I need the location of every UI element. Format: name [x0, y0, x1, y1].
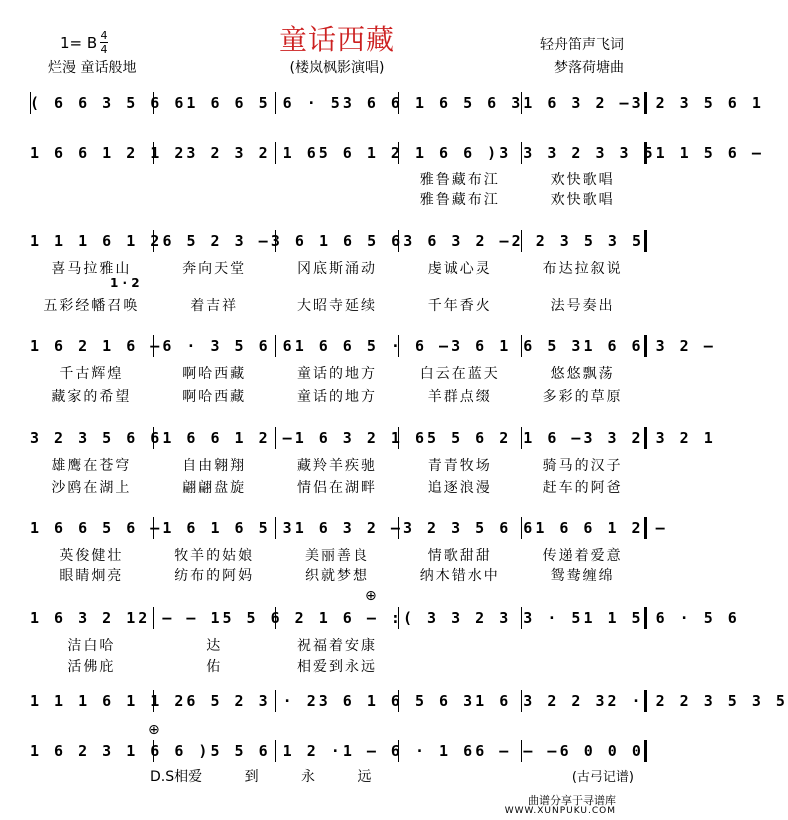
lyrics-verse-2	[30, 189, 644, 209]
measure: 1 6 6 1 2 1 2	[30, 144, 187, 162]
lyrics-verse-1	[30, 363, 644, 383]
measure: 1 6 3 2 1	[30, 609, 139, 627]
measure: 1 1 5 6 –	[655, 144, 764, 162]
time-signature-bottom: 4	[100, 43, 108, 56]
lyric: 冈底斯涌动	[296, 261, 377, 277]
measure: 5 6 1 2 1 6 6 )	[318, 144, 500, 162]
lyric: 自由翱翔	[182, 458, 247, 474]
lyric: 童话的地方	[296, 366, 377, 382]
measure: 6 5 2 3 –	[162, 232, 271, 250]
measure: 1 6 3 2 –	[294, 519, 403, 537]
measure: 1 6 3 2 –	[523, 94, 632, 112]
lyric: 沙鸥在湖上	[51, 480, 132, 496]
measure: 1 6 2 3 1 6 6 )	[30, 742, 211, 760]
lyric: 织就梦想	[304, 568, 369, 584]
song-title: 童话西藏	[278, 23, 395, 56]
lyric: 洁白哈	[67, 638, 116, 654]
measure: ( 3 3 2 3 3 · 5	[402, 609, 584, 627]
measure: 1 1 1 6 1 1 2	[30, 692, 187, 710]
lyric: 情歌甜甜	[427, 548, 492, 564]
lyrics-verse-1	[30, 545, 644, 565]
lyric: 法号奏出	[550, 298, 615, 314]
lyric	[521, 656, 644, 676]
lyric: 翩翩盘旋	[182, 480, 247, 496]
volta-bracket-label: 1 · 2	[110, 276, 140, 290]
lyricist: 轻舟笛声飞词	[540, 37, 624, 53]
lyric: 藏家的希望	[51, 389, 132, 405]
lyric: 纺布的阿妈	[174, 568, 255, 584]
measure: 6 5 2 3 · 2	[186, 692, 319, 710]
measure: 3 6 3 2 –	[403, 232, 512, 250]
notation-row-6	[30, 515, 668, 543]
measure: 1 6 6 1 2 –	[535, 519, 668, 537]
lyric: 羊群点缀	[427, 389, 492, 405]
transcriber-credit: (古弓记谱)	[571, 770, 634, 785]
measure: 3 2 3 2 1 6	[186, 144, 319, 162]
measure: 1 6 6 5 6 · 5	[186, 94, 343, 112]
lyric: 喜马拉雅山	[51, 261, 132, 277]
measure: ( 6 6 3 5 6 6	[30, 94, 187, 112]
measure: 3 6 6 1 6 5 6 3	[342, 94, 524, 112]
notation-row-2	[30, 140, 764, 168]
expression-marking: 烂漫 童话般地	[48, 60, 137, 76]
lyric: 美丽善良	[304, 548, 369, 564]
lyric: 雄鹰在苍穹	[51, 458, 132, 474]
measure: 1 6 3 2 2 3	[475, 692, 608, 710]
lyric: 啊哈西藏	[182, 366, 247, 382]
lyric	[153, 189, 276, 209]
lyric: 赶车的阿爸	[542, 480, 623, 496]
lyrics-verse-1	[30, 169, 644, 189]
measure: 1 – 6 · 1 6	[342, 742, 476, 760]
lyric: 骑马的汉子	[542, 458, 623, 474]
measure: 6 0 0 0	[559, 742, 644, 760]
lyric: 藏羚羊疾驰	[296, 458, 377, 474]
lyric: 悠悠飘荡	[550, 366, 615, 382]
lyric: 牧羊的姑娘	[174, 548, 255, 564]
measure: 1 6 6 5 6 –	[30, 519, 163, 537]
ending-lyrics	[150, 766, 409, 786]
notation-row-9	[30, 738, 644, 766]
measure: 3 6 1 6 5 6 3	[318, 692, 476, 710]
lyric: 大昭寺延续	[296, 298, 377, 314]
measure: 5 5 6 1 2 ·	[210, 742, 343, 760]
measure: 2 – – 1	[138, 609, 223, 627]
measure: 5 5 6 2 1 6 – :	[222, 609, 403, 627]
notation-row-5	[30, 425, 716, 453]
lyrics-verse-1	[30, 635, 644, 655]
lyric: 英俊健壮	[59, 548, 124, 564]
measure: 1 6 2 1 6 –	[30, 337, 163, 355]
lyric: 啊哈西藏	[182, 389, 247, 405]
lyric: 布达拉叙说	[542, 261, 623, 277]
lyric: 远	[357, 769, 372, 785]
notation-row-8	[30, 688, 788, 716]
lyrics-verse-2	[30, 565, 644, 585]
measure: 3 3 3 2 3 3 5	[499, 144, 656, 162]
lyric: 情侣在湖畔	[296, 480, 377, 496]
measure: 2 · 2 2 3 5 3 5	[607, 692, 788, 710]
coda-symbol: ⊕	[365, 588, 377, 604]
notation-row-7	[30, 605, 740, 633]
coda-symbol: ⊕	[148, 722, 160, 738]
measure: 3 6 1 6 5 6	[270, 232, 404, 250]
measure: 3 2 3 5 6 6	[402, 519, 536, 537]
lyric: 传递着爱意	[542, 548, 623, 564]
lyric: 着吉祥	[190, 298, 239, 314]
watermark-url: WWW.XUNPUKU.COM	[504, 806, 616, 816]
key-signature: 1= B	[60, 34, 98, 52]
measure: 3 6 1 6 5 3	[451, 337, 584, 355]
performer: (楼岚枫影演唱)	[289, 60, 385, 76]
lyric: 虔诚心灵	[427, 261, 492, 277]
lyrics-verse-2	[30, 656, 644, 676]
lyric: 多彩的草原	[542, 389, 623, 405]
lyric: 千年香火	[427, 298, 492, 314]
notation-row-4	[30, 333, 716, 361]
measure: 1 1 1 6 1 2	[30, 232, 163, 250]
lyrics-verse-1	[30, 455, 644, 475]
measure: 1 6 6 1 2 –	[162, 429, 295, 447]
lyric	[521, 635, 644, 655]
lyric: 五彩经幡召唤	[43, 298, 140, 314]
lyrics-verse-2	[30, 295, 644, 315]
lyric: 欢快歌唱	[550, 172, 615, 188]
lyric: 永	[301, 769, 316, 785]
notation-row-3	[30, 228, 644, 256]
measure: 1 6 6 5 · 6 –	[294, 337, 452, 355]
lyric: 青青牧场	[427, 458, 492, 474]
measure: 1 1 5 6 · 5 6	[583, 609, 740, 627]
notation-row-1	[30, 90, 764, 118]
measure: 1 6 3 2 1 6	[294, 429, 428, 447]
lyric: 祝福着安康	[296, 638, 377, 654]
lyric	[276, 169, 399, 189]
lyric: 欢快歌唱	[550, 192, 615, 208]
measure: 2 2 3 5 3 5	[511, 232, 644, 250]
lyric: 纳木错水中	[419, 568, 500, 584]
ds-marking: D.S相爱	[150, 769, 203, 785]
lyric: 雅鲁藏布江	[419, 192, 500, 208]
lyric: 鸳鸯缠绵	[550, 568, 615, 584]
lyric: 眼睛炯亮	[59, 568, 124, 584]
lyric: 奔向天堂	[182, 261, 247, 277]
lyrics-verse-1	[30, 258, 644, 278]
lyric: 到	[244, 769, 259, 785]
lyric	[30, 169, 153, 189]
measure: 6 · 3 5 6 6	[162, 337, 295, 355]
lyric: 佑	[206, 659, 223, 675]
composer: 梦落荷塘曲	[554, 60, 624, 76]
lyrics-verse-2	[30, 477, 644, 497]
measure: 6 – – –	[475, 742, 560, 760]
lyric: 童话的地方	[296, 389, 377, 405]
time-signature-top: 4	[100, 29, 108, 42]
lyric	[276, 189, 399, 209]
measure: 3 2 3 5 6 6	[30, 429, 163, 447]
lyric	[30, 189, 153, 209]
measure: 3 3 2 3 2 1	[583, 429, 716, 447]
lyric	[153, 169, 276, 189]
lyric: 千古辉煌	[59, 366, 124, 382]
lyric: 追逐浪漫	[427, 480, 492, 496]
lyric	[398, 635, 521, 655]
measure: 1 6 1 6 5 3	[162, 519, 295, 537]
lyric: 达	[206, 638, 223, 654]
measure: 5 5 6 2 1 6 –	[427, 429, 584, 447]
measure: 1 6 6 3 2 –	[583, 337, 716, 355]
lyrics-verse-2	[30, 386, 644, 406]
lyric: 雅鲁藏布江	[419, 172, 500, 188]
watermark-text: 曲谱分享于寻谱库	[528, 794, 616, 807]
measure: 3 2 3 5 6 1	[631, 94, 764, 112]
lyric: 白云在蓝天	[419, 366, 500, 382]
lyric: 活佛庇	[67, 659, 116, 675]
lyric	[398, 656, 521, 676]
lyric: 相爱到永远	[296, 659, 377, 675]
